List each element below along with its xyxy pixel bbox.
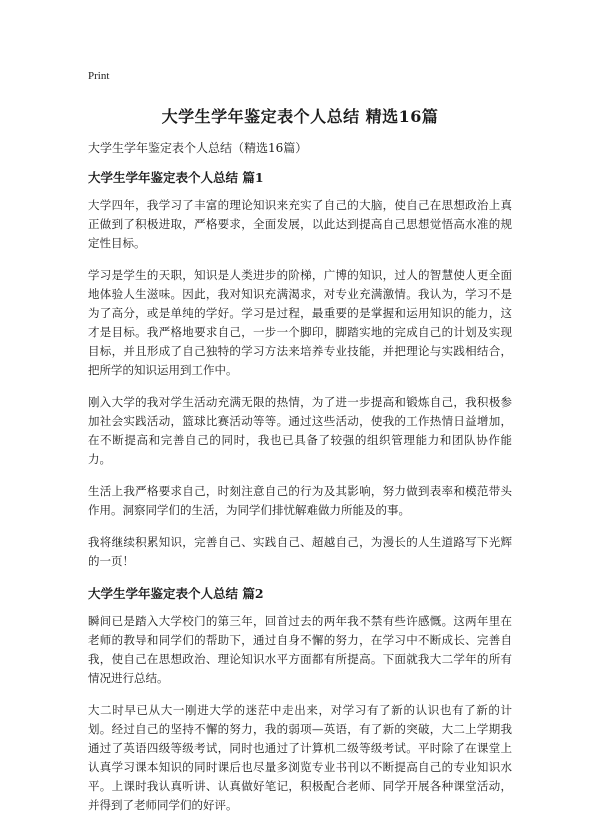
- section-heading: 大学生学年鉴定表个人总结 篇1: [88, 170, 264, 185]
- paragraph: 生活上我严格要求自己，时刻注意自己的行为及其影响，努力做到表率和模范带头作用。洞察同学们的生活，为同学们排忧解难做力所能及的事。: [88, 484, 512, 517]
- paragraph: 我将继续积累知识，完善自己、实践自己、超越自己，为漫长的人生道路写下光辉的一页！: [88, 535, 512, 568]
- paragraph: 瞬间已是踏入大学校门的第三年，回首过去的两年我不禁有些许感慨。这两年里在老师的教导和同学们的帮助下，通过自身不懈的努力，在学习中不断成长、完善自我，使自己在思想政治、理论知识水平方面都有所提高。下面就我大二学年的所有情况进行总结。: [88, 614, 512, 685]
- print-label[interactable]: Print: [88, 70, 110, 82]
- document-subtitle: 大学生学年鉴定表个人总结（精选16篇）: [88, 141, 308, 155]
- section-1: [88, 168, 512, 571]
- paragraph: 大学四年，我学习了丰富的理论知识来充实了自己的大脑，使自己在思想政治上真正做到了积极进取，严格要求，全面发展，以此达到提高自己思想觉悟高水准的规定性目标。: [88, 198, 512, 250]
- paragraph: 学习是学生的天职，知识是人类进步的阶梯，广博的知识，过人的智慧使人更全面地体验人生滋味。因此，我对知识充满渴求，对专业充满激情。我认为，学习不是为了高分，或是单纯的学好。学习是过程，最重要的是掌握和运用知识的能力，这才是目标。我严格地要求自己，一步一个脚印，脚踏实地的完成自己的计划及实现目标，并且形成了自己独特的学习方法来培养专业技能，并把理论与实践相结合，把所学的知识运用到工作中。: [88, 268, 512, 377]
- document-title: 大学生学年鉴定表个人总结 精选16篇: [161, 107, 439, 126]
- paragraph: 刚入大学的我对学生活动充满无限的热情，为了进一步提高和锻炼自己，我积极参加社会实践活动，篮球比赛活动等等。通过这些活动，使我的工作热情日益增加，在不断提高和完善自己的同时，我也已具备了较强的组织管理能力和团队协作能力。: [88, 395, 512, 466]
- paragraph: 大二时早已从大一刚进大学的迷茫中走出来，对学习有了新的认识也有了新的计划。经过自己的坚持不懈的努力，我的弱项—英语，有了新的突破，大二上学期我通过了英语四级等级考试，同时也通过了计算机二级等级考试。平时除了在课堂上认真学习课本知识的同时课后也尽量多浏览专业书刊以不断提高自己的专业知识水平。上课时我认真听讲、认真做好笔记，积极配合老师、同学开展各种课堂活动，并得到了老师同学们的好评。: [88, 703, 512, 812]
- section-heading: 大学生学年鉴定表个人总结 篇2: [88, 586, 264, 601]
- section-2: [88, 584, 512, 815]
